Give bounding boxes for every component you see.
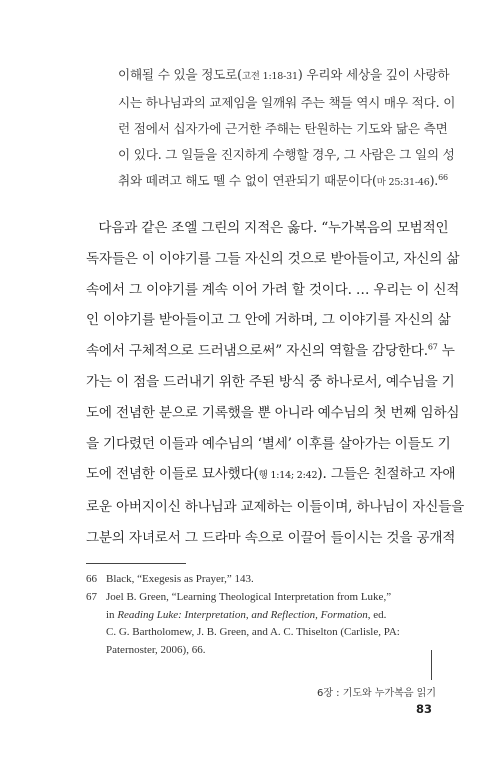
- paragraph-line: 을 기다렸던 이들과 예수님의 ‘별세’ 이후를 살아가는 이들도 기: [86, 435, 451, 452]
- footnote-marker[interactable]: 66: [438, 172, 448, 182]
- paragraph-line: 인 이야기를 받아들이고 그 안에 거하며, 그 이야기를 자신의 삶: [86, 312, 451, 329]
- footnotes: [86, 571, 436, 660]
- footnote-text: in Reading Luke: Interpretation, and Reflection, Formation, ed.: [106, 608, 387, 621]
- paragraph-line: 속에서 구체적으로 드러냄으로써” 자신의 역할을 감당한다.$^{67}$ 누: [86, 342, 455, 360]
- body-paragraph: [86, 213, 464, 554]
- paragraph-line: 도에 전념한 분으로 기록했을 뿐 아니라 예수님의 첫 번째 임하심: [86, 404, 460, 421]
- scripture-reference: 행 1:14; 2:42: [258, 470, 318, 482]
- paragraph-line: 로운 아버지이신 하나님과 교제하는 이들이며, 하나님이 자신들을: [86, 499, 464, 516]
- paragraph-line: 속에서 그 이야기를 계속 이어 가려 할 것이다. … 우리는 이 신적: [86, 281, 460, 298]
- footer-divider: [431, 650, 432, 680]
- footnote-divider: [86, 563, 186, 564]
- book-title: Reading Luke: Interpretation, and Reflection, Formation: [117, 608, 368, 621]
- footnote-text: Joel B. Green, “Learning Theological Interpretation from Luke,”: [106, 590, 392, 603]
- footnote-67: [86, 589, 436, 660]
- quote-line: 이해될 수 있을 정도로(고전 1:18-31) 우리와 세상을 깊이 사랑하: [118, 67, 450, 82]
- footnote-number: 67: [86, 590, 97, 603]
- scripture-reference: 고전 1:18-31: [241, 71, 298, 82]
- block-quote: [118, 62, 456, 196]
- paragraph-line: 가는 이 점을 드러내기 위한 주된 방식 중 하나로서, 예수님을 기: [86, 373, 455, 390]
- footnote-marker[interactable]: 67: [427, 342, 438, 352]
- footnote-text: Paternoster, 2006), 66.: [106, 644, 206, 657]
- running-footer: 6장 : 기도와 누가복음 읽기: [316, 688, 436, 699]
- footnote-text: C. G. Bartholomew, J. B. Green, and A. C. Thiselton (Carlisle, PA:: [106, 626, 400, 639]
- paragraph-line: 그분의 자녀로서 그 드라마 속으로 이끌어 들이시는 것을 공개적: [86, 529, 456, 546]
- page-number: 83: [415, 702, 432, 716]
- paragraph-line: 독자들은 이 이야기를 그들 자신의 것으로 받아들이고, 자신의 삶: [86, 250, 460, 267]
- paragraph-line: 다음과 같은 조엘 그린의 지적은 옳다. “누가복음의 모범적인: [98, 220, 449, 236]
- scripture-reference: 마 25:31-46: [376, 177, 430, 188]
- footnote-text: Black, “Exegesis as Prayer,” 143.: [106, 573, 254, 585]
- quote-line: 취와 떼려고 해도 뗄 수 없이 연관되기 때문이다(마 25:31-46).$^{66}$: [118, 172, 448, 188]
- quote-line: 이 있다. 그 일들을 진지하게 수행할 경우, 그 사람은 그 일의 성: [118, 147, 455, 162]
- paragraph-line: 도에 전념한 이들로 묘사했다(행 1:14; 2:42). 그들은 친절하고 자애: [86, 466, 456, 483]
- quote-line: 런 점에서 십자가에 근거한 주해는 탄원하는 기도와 닮은 측면: [118, 121, 448, 136]
- footnote-number: 66: [86, 573, 97, 585]
- quote-line: 시는 하나님과의 교제임을 일깨워 주는 책들 역시 매우 적다. 이: [118, 95, 456, 110]
- footnote-66: [86, 571, 436, 589]
